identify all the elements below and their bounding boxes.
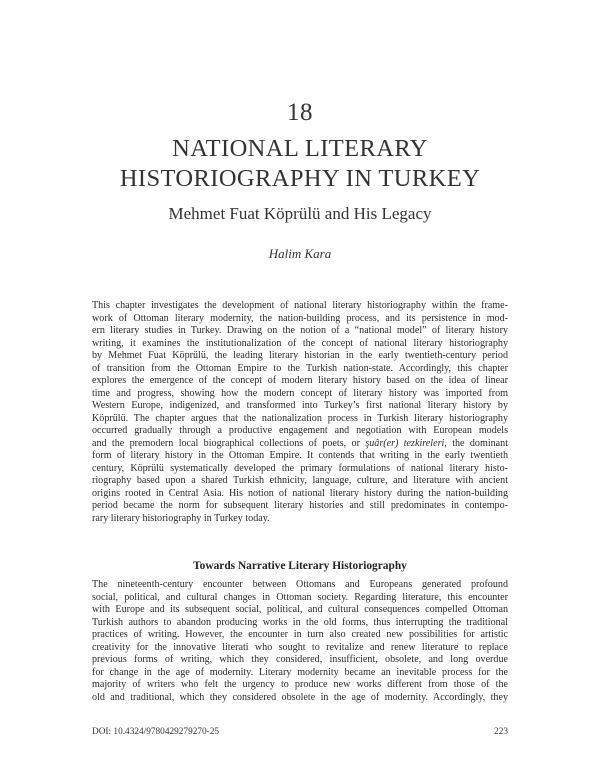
body-line: for change in the age of modernity. Literary modernity became an inevitable process for the [92, 666, 508, 678]
abstract-line: time and progress, showing how the modern concept of literary history was imported from [92, 387, 508, 399]
body-line: practices of writing. However, the encounter in turn also created new possibilities for artistic [92, 629, 508, 640]
abstract [92, 300, 508, 525]
page-number: 223 [494, 727, 508, 737]
abstract-line: writing, it examines the institutionalization of the concept of national literary historiography [92, 337, 508, 349]
abstract-line: of transition from the Ottoman Empire to the Turkish nation-state. Accordingly, this chapter [92, 362, 508, 374]
section-heading: Towards Narrative Literary Historiography [193, 560, 407, 572]
abstract-line-with-term [92, 438, 508, 451]
chapter-number: 18 [287, 99, 313, 126]
abstract-line: ern literary studies in Turkey. Drawing on the notion of a “national model” of literary history [92, 325, 508, 336]
body-line: previous forms of writing, which they considered, insufficient, obsolete, and long overdue [92, 654, 508, 665]
body-line: The nineteenth-century encounter between Ottomans and Europeans generated profound [92, 579, 508, 590]
abstract-line-part: , the dominant [444, 437, 509, 449]
body-line: old and traditional, which they considered obsolete in the age of modernity. Accordingly, they [92, 691, 508, 703]
abstract-line: Köprülü. The chapter argues that the nationalization process in Turkish literary historiography [92, 412, 508, 424]
chapter-title-line-1: NATIONAL LITERARY [172, 135, 428, 162]
abstract-line: by Mehmet Fuat Köprülü, the leading literary historian in the early twentieth-century period [92, 350, 508, 361]
body-line: Turkish authors to abandon producing works in the old forms, thus interrupting the traditional [92, 616, 508, 628]
abstract-line: origins rooted in Central Asia. His notion of national literary history during the nation-building [92, 487, 508, 499]
abstract-line-part: and the premodern local biographical collections of poets, or [92, 437, 366, 449]
abstract-line: riography based upon a shared Turkish ethnicity, language, culture, and literature with ancient [92, 475, 508, 486]
chapter-title-line-2: HISTORIOGRAPHY IN TURKEY [119, 165, 481, 192]
body-line: majority of writers who felt the urgency to produce new works different from those of the [92, 679, 508, 690]
body-line: creativity for the innovative literati who sought to revitalize and renew literature to replace [92, 641, 508, 653]
author-name: Halim Kara [268, 246, 332, 261]
chapter-subtitle: Mehmet Fuat Köprülü and His Legacy [168, 204, 432, 223]
abstract-line: form of literary history in the Ottoman Empire. It contends that writing in the early twentieth [92, 450, 508, 461]
body-paragraph [92, 579, 508, 704]
abstract-line: Western Europe, indigenized, and transformed into Turkey’s first national literary history by [92, 400, 508, 411]
abstract-line: rary literary historiography in Turkey today. [92, 512, 270, 524]
italic-term: şuâr(er) tezkireleri [365, 437, 445, 449]
body-line: social, political, and cultural changes in Ottoman society. Regarding literature, this encounter [92, 591, 508, 603]
body-line: with Europe and its subsequent social, political, and cultural consequences compelled Ottoman [92, 604, 508, 615]
abstract-line: explores the emergence of the concept of modern literary history based on the idea of linear [92, 375, 508, 386]
footer-doi: DOI: 10.4324/9780429279270-25 [92, 727, 220, 737]
abstract-line: occurred gradually through a productive engagement and negotiation with European models [92, 425, 508, 436]
abstract-line: work of Ottoman literary modernity, the nation-building process, and its persistence in mod- [92, 312, 508, 324]
abstract-line: century, Köprülü systematically developed the primary formulations of national literary histo- [92, 462, 508, 474]
abstract-line: period became the norm for subsequent literary histories and still predominates in contempo- [92, 500, 508, 511]
abstract-line: This chapter investigates the development of national literary historiography within the frame- [92, 300, 508, 311]
